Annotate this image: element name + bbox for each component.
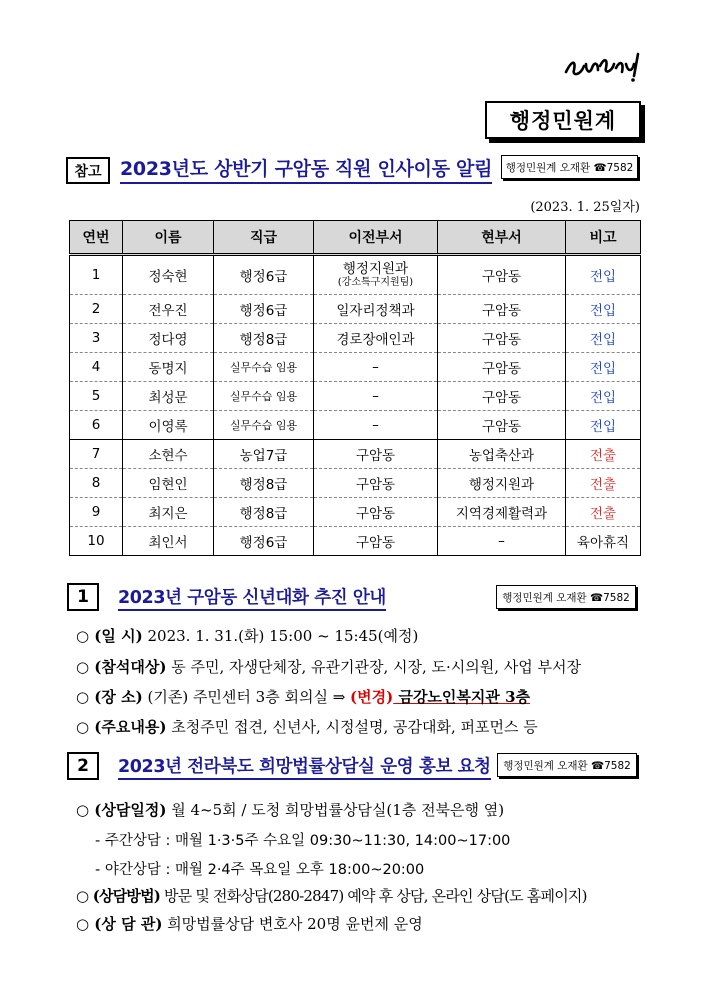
cell-rank: 농업7급 [214, 440, 314, 469]
section-2-schedule-line [76, 799, 504, 820]
cell-prev-dept: 구암동 [314, 498, 438, 527]
cell-curr-dept: 구암동 [438, 324, 566, 353]
table-row [70, 411, 641, 440]
cell-name: 정숙현 [123, 255, 214, 295]
cell-prev-dept [314, 255, 438, 295]
cell-note: 전입 [566, 295, 641, 324]
cell-note: 전출 [566, 440, 641, 469]
counselor-value: 희망법률상담 변호사 20명 윤번제 운영 [162, 915, 423, 933]
cell-name: 소현수 [123, 440, 214, 469]
table-row [70, 498, 641, 527]
table-row [70, 382, 641, 411]
cell-curr-dept: 농업축산과 [438, 440, 566, 469]
place-changed-tag: (변경) [350, 688, 394, 706]
table-row [70, 440, 641, 469]
section-1-title: 2023년 구암동 신년대화 추진 안내 [118, 584, 386, 611]
col-header-rank: 직급 [214, 221, 314, 255]
counselor-label: ○ (상 담 관) [76, 915, 163, 933]
signature-logo [562, 50, 644, 84]
cell-note: 전출 [566, 469, 641, 498]
col-header-no: 연번 [70, 221, 123, 255]
cell-no: 2 [70, 295, 123, 324]
cell-curr-dept: 구암동 [438, 382, 566, 411]
department-title: 행정민원계 [485, 101, 641, 139]
personnel-table [69, 220, 641, 556]
cell-rank: 행정8급 [214, 324, 314, 353]
cell-curr-dept: 구암동 [438, 353, 566, 382]
cell-rank: 실무수습 임용 [214, 353, 314, 382]
cell-prev-dept: – [314, 353, 438, 382]
cell-prev-dept: 경로장애인과 [314, 324, 438, 353]
section-2-contact: 행정민원계 오재환 ☎7582 [497, 753, 637, 777]
night-label: - 야간상담 [95, 862, 161, 878]
cell-rank: 행정6급 [214, 255, 314, 295]
effective-date: (2023. 1. 25일자) [530, 200, 640, 215]
section-1-attendees-line [76, 656, 581, 677]
cell-no: 9 [70, 498, 123, 527]
night-consult-line [95, 858, 424, 879]
cell-prev-dept: 구암동 [314, 527, 438, 556]
cell-note: 전입 [566, 353, 641, 382]
section-2-counselor-line [76, 913, 423, 934]
cell-no: 3 [70, 324, 123, 353]
daytime-value: : 매월 1·3·5주 수요일 09:30~11:30, 14:00~17:00 [160, 833, 511, 849]
cell-name: 임현인 [123, 469, 214, 498]
cell-prev-dept: – [314, 411, 438, 440]
table-row [70, 469, 641, 498]
cell-curr-dept: 구암동 [438, 255, 566, 295]
table-row [70, 295, 641, 324]
cell-name: 동명지 [123, 353, 214, 382]
cell-curr-dept: – [438, 527, 566, 556]
cell-note: 육아휴직 [566, 527, 641, 556]
cell-no: 5 [70, 382, 123, 411]
col-header-prev-dept: 이전부서 [314, 221, 438, 255]
cell-rank: 행정6급 [214, 295, 314, 324]
cell-name: 정다영 [123, 324, 214, 353]
content-label: ○ (주요내용) [76, 718, 167, 736]
reference-title: 2023년도 상반기 구암동 직원 인사이동 알림 [120, 154, 492, 184]
section-1-contact: 행정민원계 오재환 ☎7582 [496, 585, 636, 609]
cell-curr-dept: 구암동 [438, 295, 566, 324]
cell-no: 4 [70, 353, 123, 382]
daytime-label: - 주간상담 [95, 833, 161, 849]
cell-rank: 행정6급 [214, 527, 314, 556]
cell-prev-dept: – [314, 382, 438, 411]
prev-dept-sub: (강소특구지원팀) [337, 276, 414, 288]
place-before: (기존) 주민센터 3층 회의실 ⇒ [142, 688, 351, 706]
cell-note: 전입 [566, 382, 641, 411]
cell-no: 10 [70, 527, 123, 556]
night-value: : 매월 2·4주 목요일 오후 18:00~20:00 [160, 862, 425, 878]
cell-rank: 행정8급 [214, 498, 314, 527]
section-2-method-line [76, 885, 587, 906]
cell-prev-dept: 구암동 [314, 440, 438, 469]
date-value: 2023. 1. 31.(화) 15:00 ~ 15:45(예정) [142, 627, 419, 645]
schedule-value: 월 4~5회 / 도청 희망법률상담실(1층 전북은행 옆) [166, 801, 505, 819]
attendees-label: ○ (참석대상) [76, 658, 167, 676]
cell-name: 전우진 [123, 295, 214, 324]
section-1-date-line [76, 625, 418, 646]
col-header-name: 이름 [123, 221, 214, 255]
col-header-curr-dept: 현부서 [438, 221, 566, 255]
cell-no: 6 [70, 411, 123, 440]
reference-contact: 행정민원계 오재환 ☎7582 [501, 155, 638, 179]
cell-name: 최성문 [123, 382, 214, 411]
schedule-label: ○ (상담일정) [76, 801, 167, 819]
cell-note: 전입 [566, 255, 641, 295]
cell-rank: 실무수습 임용 [214, 382, 314, 411]
cell-no: 7 [70, 440, 123, 469]
table-header-row [70, 221, 641, 255]
cell-curr-dept: 행정지원과 [438, 469, 566, 498]
prev-dept-main: 행정지원과 [342, 261, 409, 278]
cell-rank: 실무수습 임용 [214, 411, 314, 440]
daytime-consult-line [95, 829, 510, 850]
section-1-number: 1 [67, 583, 99, 611]
cell-prev-dept: 구암동 [314, 469, 438, 498]
cell-no: 1 [70, 255, 123, 295]
cell-rank: 행정8급 [214, 469, 314, 498]
cell-note: 전출 [566, 498, 641, 527]
reference-tag: 참고 [66, 157, 110, 184]
table-row [70, 255, 641, 295]
cell-name: 최인서 [123, 527, 214, 556]
method-value: 방문 및 전화상담(280-2847) 예약 후 상담, 온라인 상담(도 홈페이지) [160, 887, 587, 905]
cell-curr-dept: 지역경제활력과 [438, 498, 566, 527]
section-2-number: 2 [67, 752, 99, 780]
cell-prev-dept: 일자리정책과 [314, 295, 438, 324]
place-new-venue: 금강노인복지관 3층 [393, 688, 531, 706]
table-row [70, 324, 641, 353]
table-row [70, 353, 641, 382]
cell-name: 이영록 [123, 411, 214, 440]
table-row [70, 527, 641, 556]
cell-no: 8 [70, 469, 123, 498]
attendees-value: 동 주민, 자생단체장, 유관기관장, 시장, 도·시의원, 사업 부서장 [166, 658, 581, 676]
date-label: ○ (일 시) [76, 627, 143, 645]
section-1-content-line [76, 716, 538, 737]
place-label: ○ (장 소) [76, 688, 143, 706]
section-1-place-line [76, 686, 530, 707]
cell-name: 최지은 [123, 498, 214, 527]
cell-note: 전입 [566, 324, 641, 353]
method-label: ○ (상담방법) [76, 887, 161, 905]
content-value: 초청주민 접견, 신년사, 시정설명, 공감대화, 퍼포먼스 등 [166, 718, 538, 736]
cell-note: 전입 [566, 411, 641, 440]
section-2-title: 2023년 전라북도 희망법률상담실 운영 홍보 요청 [118, 753, 491, 780]
cell-curr-dept: 구암동 [438, 411, 566, 440]
col-header-note: 비고 [566, 221, 641, 255]
